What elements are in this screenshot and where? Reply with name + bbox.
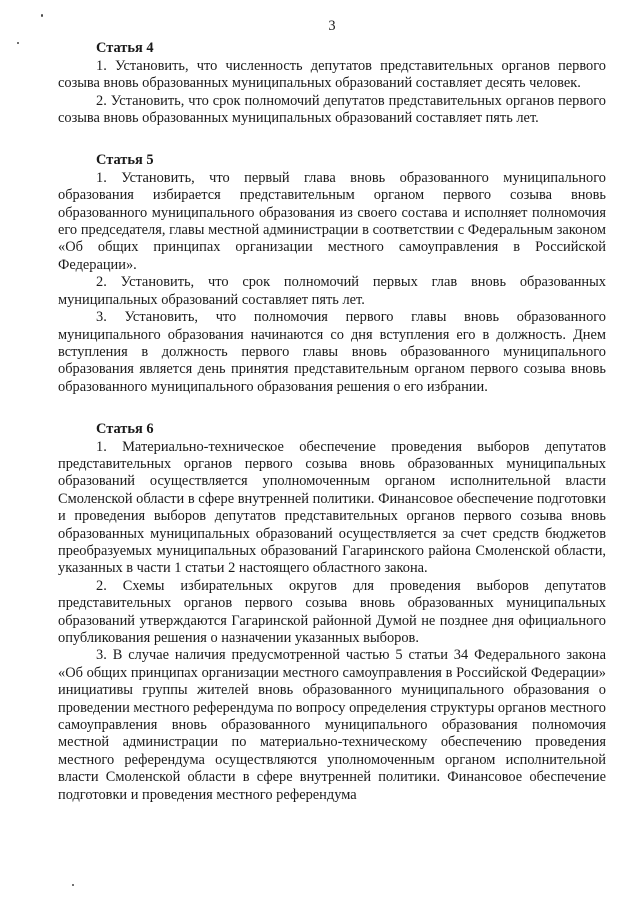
paragraph: 1. Установить, что первый глава вновь образованного муниципального образования избирается представительным органом первого созыва вновь образованного муниципального образования из своего состава и исполняет полномочия его председателя, главы местной администрации в соответствии с Федеральным законом «Об общих принципах организации местного самоуправления в Российской Федерации». (58, 169, 606, 273)
paragraph: 2. Установить, что срок полномочий первых глав вновь образованных муниципальных образований составляет пять лет. (58, 274, 606, 308)
scan-speck (41, 14, 43, 17)
article-heading: Статья 6 (96, 421, 154, 438)
paragraph: 3. Установить, что полномочия первого главы вновь образованного муниципального образования начинаются со дня вступления его в должность. Днем вступления в должность первого главы вновь образованного муниципального образования является день принятия представительным органом первого созыва вновь образованного муниципального образования решения о его избрании. (58, 309, 606, 395)
document-page (58, 18, 606, 804)
paragraph: 3. В случае наличия предусмотренной частью 5 статьи 34 Федерального закона «Об общих принципах организации местного самоуправления в Российской Федерации» инициативы группы жителей вновь образованного муниципального образования о проведении местного референдума по вопросу определения структуры органов местного самоуправления вновь образованного муниципального образования полномочия местной администрации по материально-техническому обеспечению проведения местного референдума осуществляются уполномоченным органом исполнительной власти Смоленской области в сфере внутренней политики. Финансовое обеспечение подготовки и проведения местного референдума (58, 647, 607, 803)
paragraph: 1. Установить, что численность депутатов представительных органов первого созыва вновь образованных муниципальных образований составляет десять человек. (58, 57, 606, 92)
article-6 (58, 421, 606, 804)
page-number: 3 (328, 18, 336, 34)
scan-speck (72, 884, 74, 886)
article-heading: Статья 5 (96, 152, 154, 169)
paragraph: 1. Материально-техническое обеспечение проведения выборов депутатов представительных органов первого созыва вновь образованных муниципальных образований осуществляется уполномоченным органом исполнительной власти Смоленской области в сфере внутренней политики. Финансовое обеспечение подготовки и проведения выборов депутатов представительных органов первого созыва вновь образованных муниципальных образований осуществляется за счет средств бюджетов преобразуемых муниципальных образований Гагаринского района Смоленской области, указанных в части 1 статьи 2 настоящего областного закона. (58, 438, 606, 577)
article-5 (58, 152, 606, 396)
article-4 (58, 40, 606, 127)
paragraph: 2. Схемы избирательных округов для проведения выборов депутатов представительных органов первого созыва вновь образованных муниципальных образований утверждаются Гагаринской районной Думой не позднее дня официального опубликования решения о назначении указанных выборов. (58, 577, 606, 646)
article-heading: Статья 4 (96, 40, 154, 57)
paragraph: 2. Установить, что срок полномочий депутатов представительных органов первого созыва вновь образованных муниципальных образований составляет пять лет. (58, 92, 606, 127)
scan-speck (17, 42, 19, 44)
